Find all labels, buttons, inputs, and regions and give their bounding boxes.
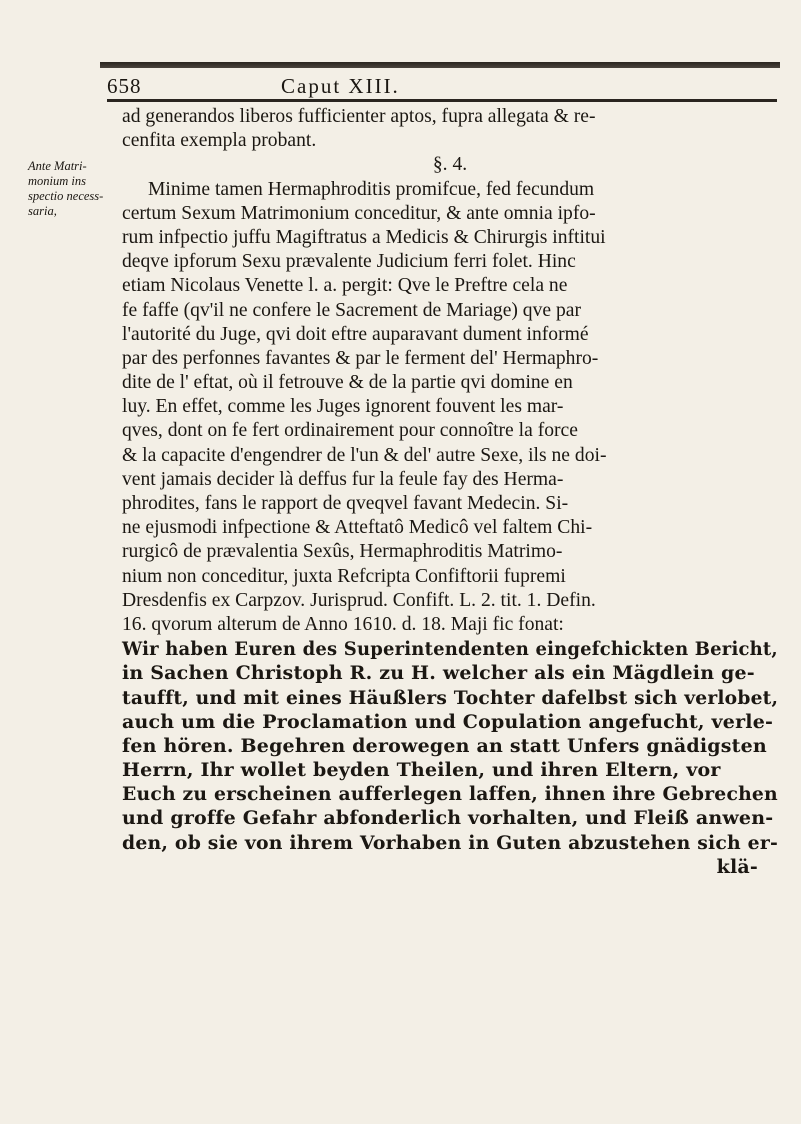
body-text bbox=[122, 105, 778, 879]
text-line: rurgicô de prævalentia Sexûs, Hermaphroditis Matrimo- bbox=[122, 541, 563, 563]
catchword: klä- bbox=[716, 855, 758, 878]
fraktur-line: auch um die Proclamation und Copulation angefucht, verle- bbox=[122, 710, 774, 733]
text-line: Dresdenfis ex Carpzov. Jurisprud. Confift. L. 2. tit. 1. Defin. bbox=[122, 589, 596, 611]
fraktur-line: Wir haben Euren des Superintendenten eingefchickten Bericht, bbox=[122, 638, 778, 661]
fraktur-line: in Sachen Christoph R. zu H. welcher als ein Mägdlein ge- bbox=[122, 662, 755, 685]
page-header bbox=[107, 68, 777, 96]
text-line: & la capacite d'engendrer de l'un & del' autre Sexe, ils ne doi- bbox=[122, 444, 607, 466]
fraktur-line: den, ob sie von ihrem Vorhaben in Guten abzustehen sich er- bbox=[122, 831, 778, 854]
header-rule bbox=[107, 99, 777, 102]
marginal-note bbox=[28, 159, 120, 219]
marginal-note-line: saria, bbox=[28, 204, 57, 218]
text-line: rum infpectio juffu Magiftratus a Medicis & Chirurgis inftitui bbox=[122, 226, 606, 248]
text-line: Minime tamen Hermaphroditis promifcue, fed fecundum bbox=[148, 178, 595, 200]
text-line: cenfita exempla probant. bbox=[122, 130, 317, 152]
marginal-note-line: Ante Matri- bbox=[28, 159, 87, 173]
text-line: nium non conceditur, juxta Refcripta Confiftorii fupremi bbox=[122, 565, 566, 587]
text-line: par des perfonnes favantes & par le ferment del' Hermaphro- bbox=[122, 347, 599, 369]
marginal-note-line: monium ins bbox=[28, 174, 86, 188]
running-title: Caput XIII. bbox=[281, 74, 400, 98]
section-number: §. 4. bbox=[432, 154, 468, 176]
text-line: deqve ipforum Sexu prævalente Judicium ferri folet. Hinc bbox=[122, 251, 576, 273]
text-line: fe faffe (qv'il ne confere le Sacrement de Mariage) qve par bbox=[122, 299, 582, 321]
fraktur-line: Herrn, Ihr wollet beyden Theilen, und ihren Eltern, vor bbox=[122, 759, 721, 782]
text-line: certum Sexum Matrimonium conceditur, & ante omnia ipfo- bbox=[122, 202, 596, 224]
text-line: dite de l' eftat, où il fetrouve & de la partie qvi domine en bbox=[122, 372, 573, 394]
marginal-note-line: spectio necess- bbox=[28, 189, 104, 203]
text-line: luy. En effet, comme les Juges ignorent fouvent les mar- bbox=[122, 396, 564, 418]
text-line: phrodites, fans le rapport de qveqvel favant Medecin. Si- bbox=[122, 493, 569, 514]
text-line: 16. qvorum alterum de Anno 1610. d. 18. Maji fic fonat: bbox=[122, 613, 564, 635]
text-line: qves, dont on fe fert ordinairement pour connoître la force bbox=[122, 420, 578, 442]
fraktur-line: und groffe Gefahr abfonderlich vorhalten, und Fleiß anwen- bbox=[122, 807, 774, 830]
fraktur-line: fen hören. Begehren derowegen an statt Unfers gnädigsten bbox=[122, 734, 767, 757]
text-line: ad generandos liberos fufficienter aptos, fupra allegata & re- bbox=[122, 106, 596, 127]
fraktur-line: Euch zu erscheinen aufferlegen laffen, ihnen ihre Gebrechen bbox=[122, 783, 778, 806]
text-line: etiam Nicolaus Venette l. a. pergit: Qve le Preftre cela ne bbox=[122, 275, 568, 297]
text-line: l'autorité du Juge, qvi doit eftre auparavant dument informé bbox=[122, 323, 589, 345]
text-line: ne ejusmodi infpectione & Atteftatô Medicô vel faltem Chi- bbox=[122, 517, 593, 539]
text-line: vent jamais decider là deffus fur la feule fay des Herma- bbox=[122, 468, 564, 490]
fraktur-line: taufft, und mit eines Häußlers Tochter dafelbst sich verlobet, bbox=[122, 686, 779, 709]
page-number: 658 bbox=[107, 74, 142, 98]
